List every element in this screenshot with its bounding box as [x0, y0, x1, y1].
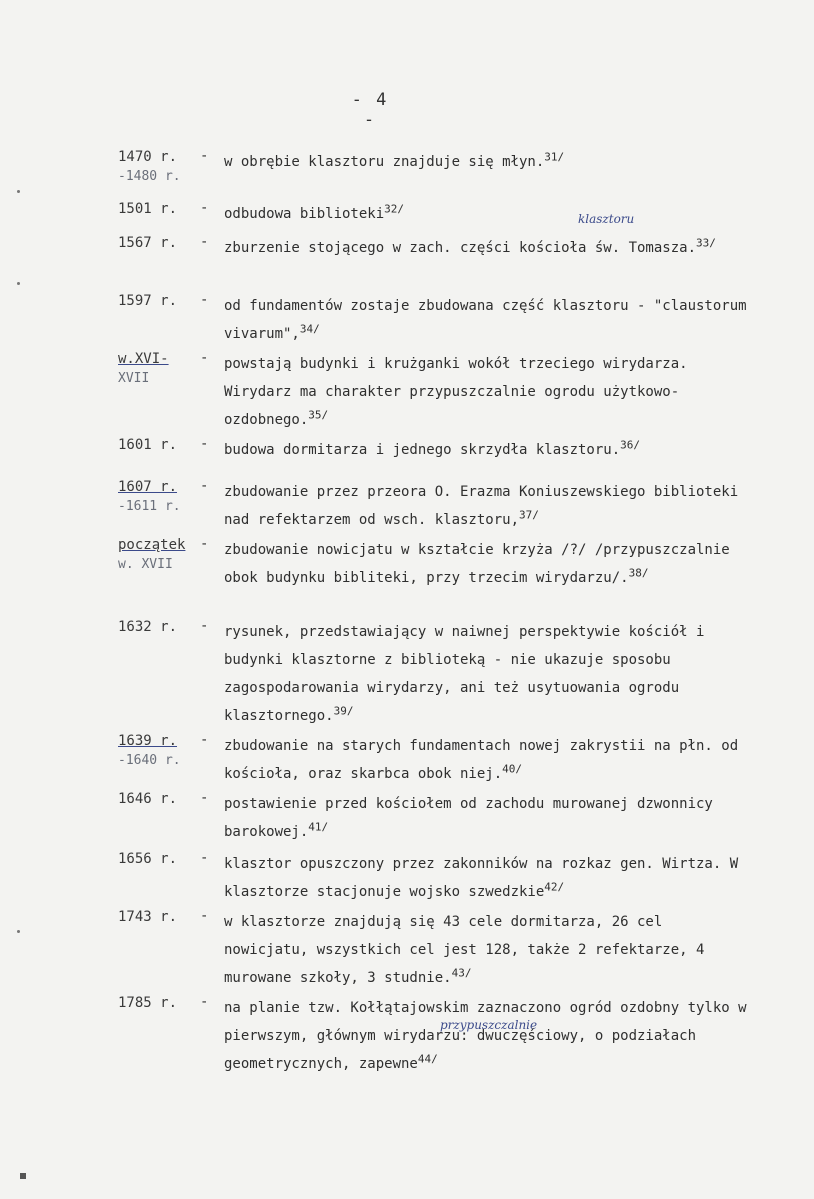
handwritten-note: przypuszczalnie — [440, 1018, 538, 1032]
entry-date: 1597 r. — [118, 293, 178, 309]
entry-text: postawienie przed kościołem od zachodu murowanej dzwonnicy barokowej.$^{41/}$ — [224, 796, 713, 840]
footnote-ref: 31/ — [544, 150, 565, 164]
footnote-ref: 33/ — [696, 236, 716, 250]
entry-date: 1501 r. — [118, 201, 178, 217]
entry-dash: - — [200, 850, 209, 866]
entry-dash: - — [200, 536, 209, 552]
entry-date: 1646 r. — [118, 791, 178, 807]
entry-text: zbudowanie nowicjatu w kształcie krzyża /?/ /przypuszczalnie obok budynku bibliteki, przy trzecim wirydarzu/.$^{38/}$ — [224, 542, 730, 586]
margin-dot — [17, 930, 20, 933]
entry-date: 1607 r. -1611 r. — [118, 479, 181, 514]
entry-text: zbudowanie na starych fundamentach nowej zakrystii na płn. od kościoła, oraz skarbca obok niej.$^{40/}$ — [224, 738, 739, 782]
entry-text: odbudowa biblioteki$^{32/}$ — [224, 202, 405, 222]
entry-text: w klasztorze znajdują się 43 cele dormitarza, 26 cel nowicjatu, wszystkich cel jest 128, także 2 refektarze, 4 murowane szkoły, 3 studnie.$^{43/}$ — [224, 914, 705, 986]
entry-dash: - — [200, 436, 209, 452]
entry-text: od fundamentów zostaje zbudowana część klasztoru - "claustorum vivarum",$^{34/}$ — [224, 298, 747, 342]
footnote-ref: 36/ — [620, 438, 641, 452]
margin-dot — [17, 282, 20, 285]
scan-marker — [20, 1173, 26, 1179]
footnote-ref: 42/ — [544, 880, 565, 894]
footnote-ref: 34/ — [299, 322, 320, 336]
footnote-ref: 43/ — [451, 966, 472, 980]
footnote-ref: 40/ — [502, 762, 523, 776]
footnote-ref: 37/ — [519, 508, 539, 522]
footnote-ref: 41/ — [308, 820, 329, 834]
footnote-ref: 32/ — [384, 202, 405, 216]
entry-dash: - — [200, 478, 209, 494]
entry-date: 1632 r. — [118, 619, 178, 635]
entry-date: 1470 r. -1480 r. — [118, 149, 181, 184]
entry-text: zbudowanie przez przeora O. Erazma Koniuszewskiego biblioteki nad refektarzem od wsch. klasztoru,$^{37/}$ — [224, 484, 739, 528]
entry-text: zburzenie stojącego w zach. części kościoła św. Tomasza.$^{33/}$ — [224, 236, 716, 256]
entry-text: klasztor opuszczony przez zakonników na rozkaz gen. Wirtza. W klasztorze stacjonuje wojsko szwedzkie$^{42/}$ — [224, 856, 739, 900]
entry-dash: - — [200, 350, 209, 366]
entry-text: powstają budynki i krużganki wokół trzeciego wirydarza. Wirydarz ma charakter przypuszczalnie ogrodu użytkowo-ozdobnego.$^{35/}$ — [224, 356, 688, 428]
entry-date: w.XVI- XVII — [118, 351, 169, 386]
entry-dash: - — [200, 732, 209, 748]
entry-dash: - — [200, 148, 209, 164]
footnote-ref: 44/ — [417, 1052, 438, 1066]
page-number: - 4 - — [351, 90, 389, 130]
footnote-ref: 38/ — [628, 566, 649, 580]
entry-dash: - — [200, 292, 209, 308]
entry-date: 1785 r. — [118, 995, 178, 1011]
entry-date: 1601 r. — [118, 437, 178, 453]
entry-dash: - — [200, 908, 209, 924]
entry-dash: - — [200, 618, 209, 634]
entry-dash: - — [200, 200, 209, 216]
margin-dot — [17, 190, 20, 193]
footnote-ref: 35/ — [308, 408, 329, 422]
entry-date: 1567 r. — [118, 235, 178, 251]
entry-dash: - — [200, 234, 209, 250]
entry-text: na planie tzw. Kołłątajowskim zaznaczono ogród ozdobny tylko w pierwszym, głównym wirydarzu: dwuczęściowy, o podziałach geometrycznych, zapewne$^{44/}$ — [224, 1000, 747, 1072]
footnote-ref: 39/ — [333, 704, 354, 718]
entry-date: początek w. XVII — [118, 537, 186, 572]
handwritten-note: klasztoru — [578, 212, 635, 226]
entry-date: 1639 r. -1640 r. — [118, 733, 181, 768]
entry-text: budowa dormitarza i jednego skrzydła klasztoru.$^{36/}$ — [224, 438, 641, 458]
entry-date: 1743 r. — [118, 909, 178, 925]
entry-text: rysunek, przedstawiający w naiwnej perspektywie kościół i budynki klasztorne z biblioteką - nie ukazuje sposobu zagospodarowania wirydarzy, ani też usytuowania ogrodu klasztornego.$^{39/}$ — [224, 624, 705, 724]
entry-dash: - — [200, 994, 209, 1010]
entry-date: 1656 r. — [118, 851, 178, 867]
entry-dash: - — [200, 790, 209, 806]
entry-text: w obrębie klasztoru znajduje się młyn.$^{31/}$ — [224, 150, 565, 170]
